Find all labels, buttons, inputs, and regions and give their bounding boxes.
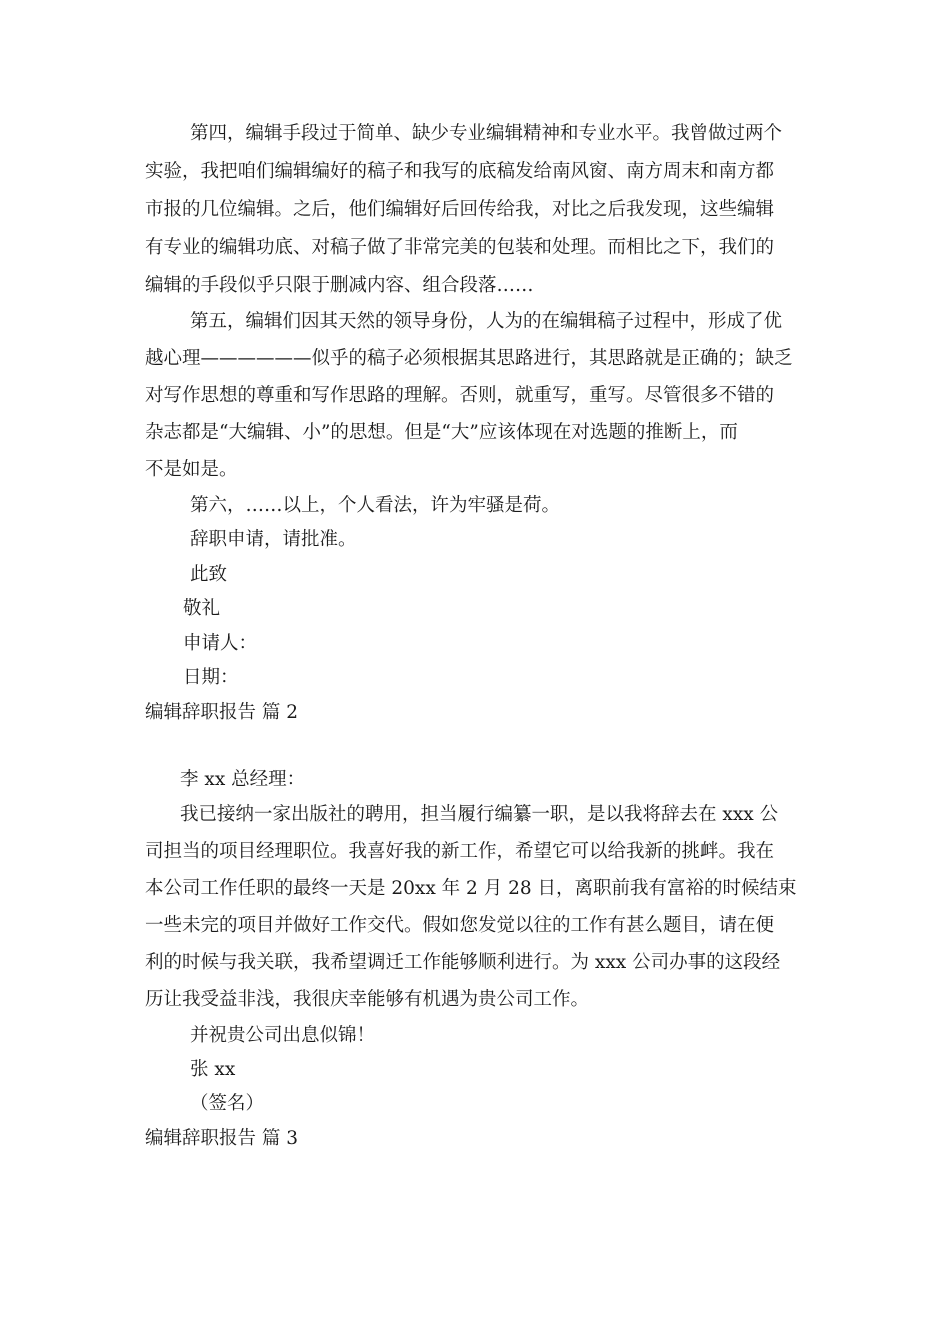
- paragraph-5-line-3: 对写作思想的尊重和写作思路的理解。否则，就重写，重写。尽管很多不错的: [145, 385, 775, 406]
- section-heading-2: 编辑辞职报告 篇 2: [145, 702, 299, 723]
- body-2-line-1: 我已接纳一家出版社的聘用，担当履行编纂一职，是以我将辞去在 xxx 公: [180, 804, 779, 825]
- paragraph-4-line-4: 有专业的编辑功底、对稿子做了非常完美的包装和处理。而相比之下，我们的: [145, 237, 775, 258]
- paragraph-5-line-2: 越心理——————似乎的稿子必须根据其思路进行，其思路就是正确的；缺乏: [145, 348, 793, 369]
- paragraph-4-line-5: 编辑的手段似乎只限于删减内容、组合段落……: [145, 275, 534, 296]
- paragraph-4-line-2: 实验，我把咱们编辑编好的稿子和我写的底稿发给南风窗、南方周末和南方都: [145, 161, 775, 182]
- paragraph-6: 第六，……以上，个人看法，许为牢骚是荷。: [190, 495, 561, 516]
- date-label: 日期：: [183, 667, 239, 688]
- body-2-line-4: 一些未完的项目并做好工作交代。假如您发觉以往的工作有甚么题目，请在便: [145, 915, 775, 936]
- paragraph-4-line-1: 第四，编辑手段过于简单、缺少专业编辑精神和专业水平。我曾做过两个: [190, 123, 783, 144]
- signer-name: 张 xx: [190, 1059, 236, 1080]
- closing-cizhi: 此致: [190, 564, 228, 585]
- paragraph-5-line-5: 不是如是。: [145, 459, 238, 480]
- paragraph-4-line-3: 市报的几位编辑。之后，他们编辑好后回传给我，对比之后我发现，这些编辑: [145, 199, 775, 220]
- applicant-label: 申请人：: [183, 633, 258, 654]
- body-2-line-2: 司担当的项目经理职位。我喜好我的新工作，希望它可以给我新的挑衅。我在: [145, 841, 775, 862]
- closing-jingli: 敬礼: [183, 598, 221, 619]
- body-2-line-5: 利的时候与我关联，我希望调迁工作能够顺利进行。为 xxx 公司办事的这段经: [145, 952, 781, 973]
- wish-line: 并祝贵公司出息似锦！: [190, 1025, 376, 1046]
- signature-label: （签名）: [190, 1093, 265, 1114]
- paragraph-5-line-1: 第五，编辑们因其天然的领导身份，人为的在编辑稿子过程中，形成了优: [190, 311, 783, 332]
- request-line: 辞职申请，请批准。: [190, 529, 357, 550]
- body-2-line-3: 本公司工作任职的最终一天是 20xx 年 2 月 28 日，离职前我有富裕的时候结束: [145, 878, 797, 899]
- salutation: 李 xx 总经理：: [180, 769, 306, 790]
- section-heading-3: 编辑辞职报告 篇 3: [145, 1128, 299, 1149]
- body-2-line-6: 历让我受益非浅，我很庆幸能够有机遇为贵公司工作。: [145, 989, 590, 1010]
- paragraph-5-line-4: 杂志都是“大编辑、小”的思想。但是“大”应该体现在对选题的推断上，而: [145, 422, 738, 443]
